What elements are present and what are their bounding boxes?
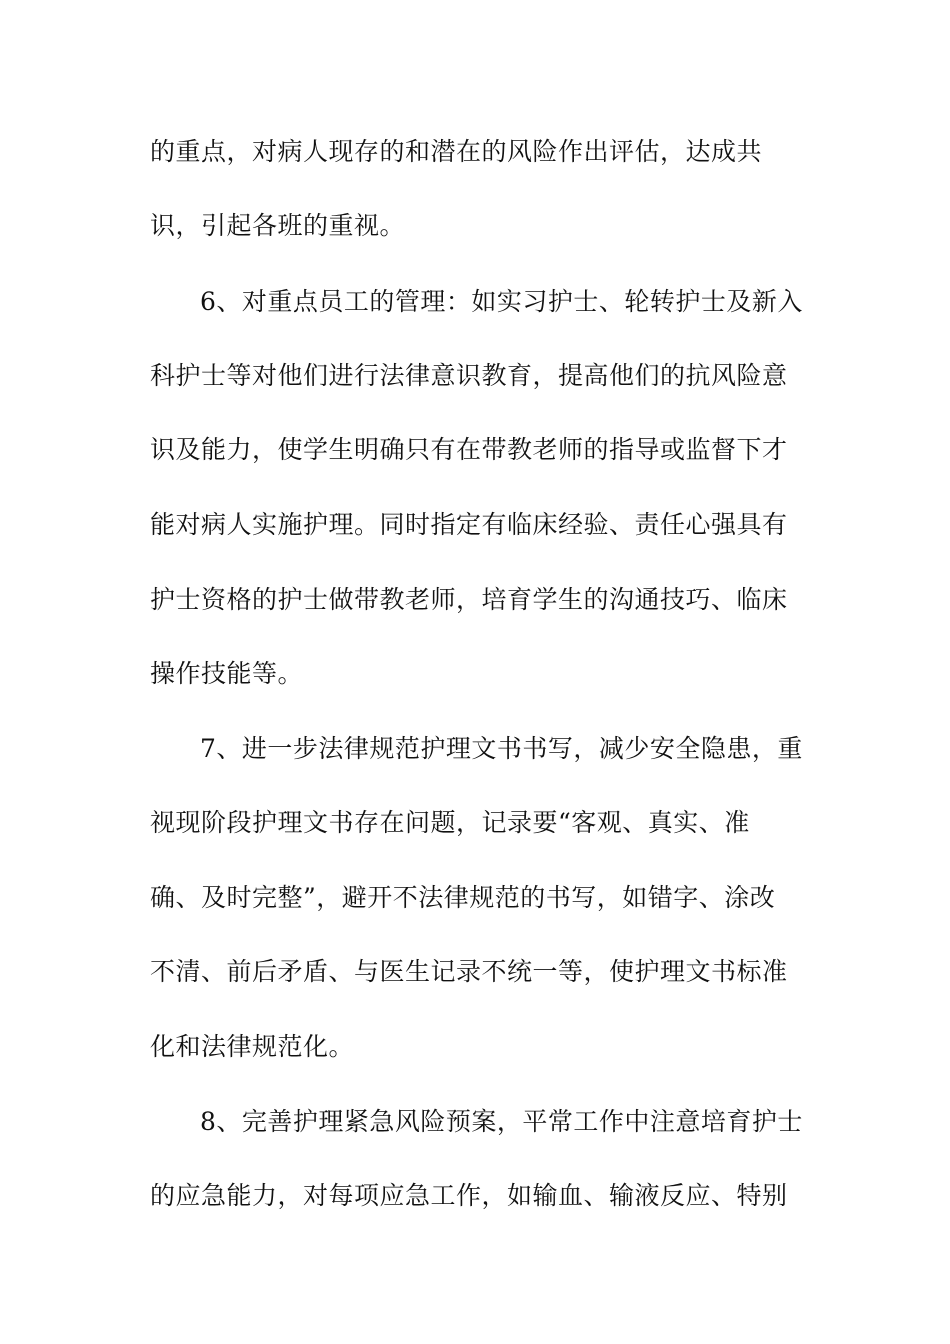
text-line: 能对病人实施护理。同时指定有临床经验、责任心强具有 <box>150 510 788 539</box>
text-line: 护士资格的护士做带教老师，培育学生的沟通技巧、临床 <box>150 585 788 614</box>
text-line: 识，引起各班的重视。 <box>150 211 406 240</box>
text-line: 的重点，对病人现存的和潜在的风险作出评估，达成共 <box>150 137 763 166</box>
paragraph-7-first-line: 7、进一步法律规范护理文书书写，减少安全隐患，重 <box>200 734 803 763</box>
text-line: 化和法律规范化。 <box>150 1032 355 1061</box>
text-line: 科护士等对他们进行法律意识教育，提高他们的抗风险意 <box>150 361 788 390</box>
text-line: 不清、前后矛盾、与医生记录不统一等，使护理文书标准 <box>150 957 788 986</box>
text-line: 确、及时完整”，避开不法律规范的书写，如错字、涂改 <box>150 883 776 912</box>
text-line: 的应急能力，对每项应急工作，如输血、输液反应、特别 <box>150 1181 788 1210</box>
paragraph-6-first-line: 6、对重点员工的管理：如实习护士、轮转护士及新入 <box>200 287 803 316</box>
text-line: 视现阶段护理文书存在问题，记录要“客观、真实、准 <box>150 808 750 837</box>
text-line: 操作技能等。 <box>150 659 304 688</box>
paragraph-8-first-line: 8、完善护理紧急风险预案，平常工作中注意培育护士 <box>200 1107 803 1136</box>
text-line: 识及能力，使学生明确只有在带教老师的指导或监督下才 <box>150 435 788 464</box>
